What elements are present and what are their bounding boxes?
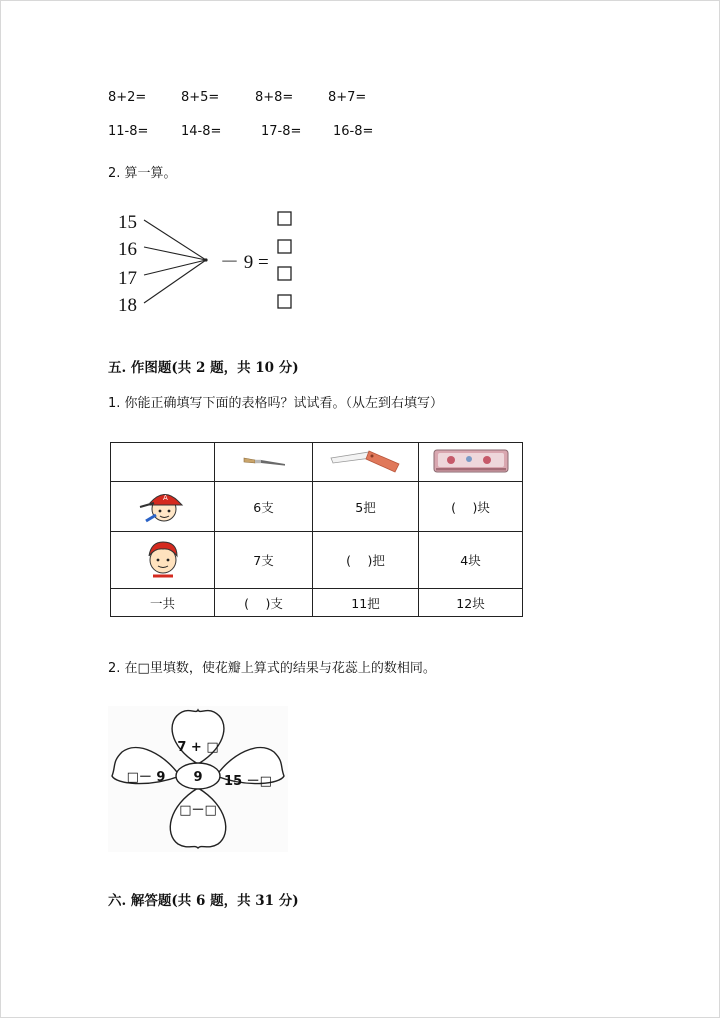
table-cell: 12块 (419, 589, 523, 617)
boy-icon (141, 536, 185, 582)
table-row (111, 443, 523, 482)
section-heading: 五. 作图题(共 2 题，共 10 分) (108, 360, 299, 376)
arith-item: 8+2= (108, 90, 147, 105)
number-label: 17 (118, 268, 137, 289)
pencil-case-icon (431, 446, 511, 476)
boy-cap-icon (136, 485, 190, 525)
number-label: 15 (118, 212, 137, 233)
brush-icon (241, 452, 287, 470)
answer-box[interactable] (278, 267, 291, 280)
connector-line (144, 260, 206, 303)
answer-box[interactable] (278, 212, 291, 225)
connector-line (144, 260, 206, 275)
table-cell: 6支 (215, 482, 313, 532)
knife-icon (329, 446, 403, 476)
table-cell: 7支 (215, 532, 313, 589)
fill-table (110, 442, 523, 617)
arith-item: 8+5= (181, 90, 220, 105)
subtraction-diagram (108, 202, 308, 318)
table-cell: 5把 (313, 482, 419, 532)
section-heading: 六. 解答题(共 6 题，共 31 分) (108, 893, 299, 909)
arith-item: 8+7= (328, 90, 367, 105)
table-cell: 11把 (313, 589, 419, 617)
arith-item: 16-8= (333, 124, 374, 139)
answer-box[interactable] (278, 295, 291, 308)
petal-top-expression[interactable]: 7 + □ (177, 740, 219, 755)
operation-label: － 9 = (220, 252, 269, 273)
svg-text:A: A (162, 494, 168, 502)
table-row (111, 589, 523, 617)
table-row (111, 532, 523, 589)
table-cell (111, 482, 215, 532)
table-cell (111, 443, 215, 482)
arith-item: 8+8= (255, 90, 294, 105)
table-cell (313, 443, 419, 482)
number-label: 18 (118, 295, 137, 316)
junction-dot (204, 258, 207, 261)
petal-right-expression[interactable]: 15 －□ (224, 774, 272, 789)
table-cell[interactable]: ( )支 (215, 589, 313, 617)
table-cell (419, 443, 523, 482)
arith-item: 14-8= (181, 124, 222, 139)
table-cell (111, 532, 215, 589)
table-cell[interactable]: ( )块 (419, 482, 523, 532)
arith-item: 11-8= (108, 124, 149, 139)
center-number: 9 (193, 770, 203, 785)
question-text: 2. 在□里填数，使花瓣上算式的结果与花蕊上的数相同。 (108, 661, 436, 676)
petal-left-expression[interactable]: □－ 9 (126, 770, 166, 785)
number-label: 16 (118, 239, 137, 260)
flower-diagram (108, 706, 288, 852)
answer-box[interactable] (278, 240, 291, 253)
table-row (111, 482, 523, 532)
table-cell (215, 443, 313, 482)
table-cell: 4块 (419, 532, 523, 589)
arith-item: 17-8= (261, 124, 302, 139)
table-cell[interactable]: ( )把 (313, 532, 419, 589)
question-title: 2. 算一算。 (108, 166, 177, 181)
table-cell: 一共 (111, 589, 215, 617)
question-text: 1. 你能正确填写下面的表格吗？试试看。（从左到右填写） (108, 396, 444, 411)
petal-bottom-expression[interactable]: □－□ (179, 803, 217, 818)
